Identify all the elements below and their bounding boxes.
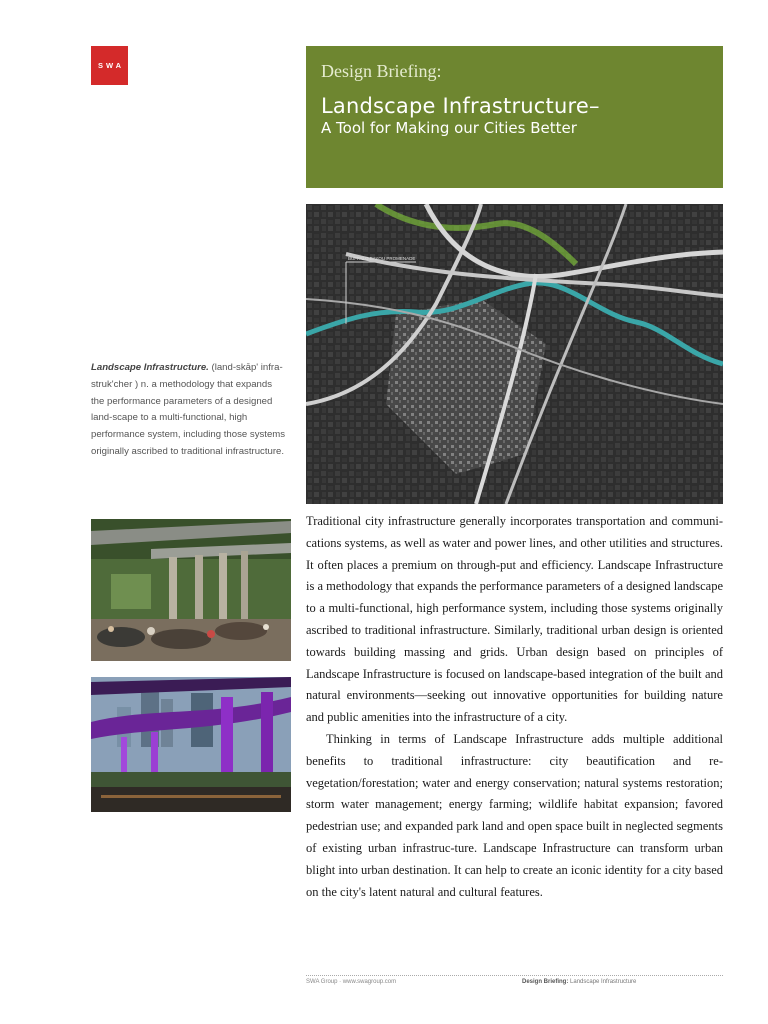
body-text (306, 511, 723, 903)
swa-logo (91, 46, 128, 85)
logo-text: SWA (97, 61, 125, 70)
page-subtitle: A Tool for Making our Cities Better (321, 119, 577, 137)
body-paragraph-1: Traditional city infrastructure generally incorporates transportation and communi-cations systems, as well as water and power lines, and other utilities and structures. It often places a premium on through-put and efficiency. Landscape Infrastructure is a methodology that expands the performance parameters of a designed landscape to a multi-functional, high performance system, including those systems originally ascribed to traditional infrastructure. Similarly, traditional urban design is oriented towards building massing and grids. Urban design based on principles of Landscape Infrastructure is focused on landscape-based integration of the built and natural environments—seeking out innovative opportunities for building nature and public amenities into the infrastructure of a city. (306, 514, 723, 725)
title-banner (306, 46, 723, 188)
definition-term: Landscape Infrastructure. (91, 362, 209, 373)
definition-text: a methodology that expands the performance parameters of a designed land-scape to a multi-functional, high performance system, including those systems originally ascribed to traditional infrastructure. (91, 378, 286, 457)
footer-right-text: Landscape Infrastructure (570, 979, 637, 985)
aerial-map-image (306, 204, 723, 504)
definition-pronunciation: (land-skāp' infra-struk'cher ) n. (91, 362, 283, 390)
footer-right (522, 979, 636, 985)
footer-left: SWA Group · www.swagroup.com (306, 979, 397, 985)
footer-right-label: Design Briefing: (522, 979, 569, 985)
map-annotation-label: BUFFALO BAYOU PROMENADE (348, 256, 416, 261)
purple-lit-freeway-photo (91, 677, 291, 812)
park-under-freeway-photo (91, 519, 291, 661)
banner-eyebrow: Design Briefing: (321, 61, 442, 81)
page-title: Landscape Infrastructure– (321, 94, 600, 118)
footer-divider (306, 975, 723, 976)
definition-block (91, 360, 287, 461)
body-paragraph-2: Thinking in terms of Landscape Infrastructure adds multiple additional benefits to traditional infrastructure: city beautification and re-vegetation/forestation; water and energy conservation; natural systems restoration; storm water management; energy farming; wildlife habitat expansion; favored pedestrian use; and expanded park land and open space built in neglected segments of existing urban infrastruc-ture. Landscape Infrastructure can transform urban blight into urban destination. It can help to create an iconic identity for a city based on the city's latent natural and cultural features. (306, 731, 723, 899)
